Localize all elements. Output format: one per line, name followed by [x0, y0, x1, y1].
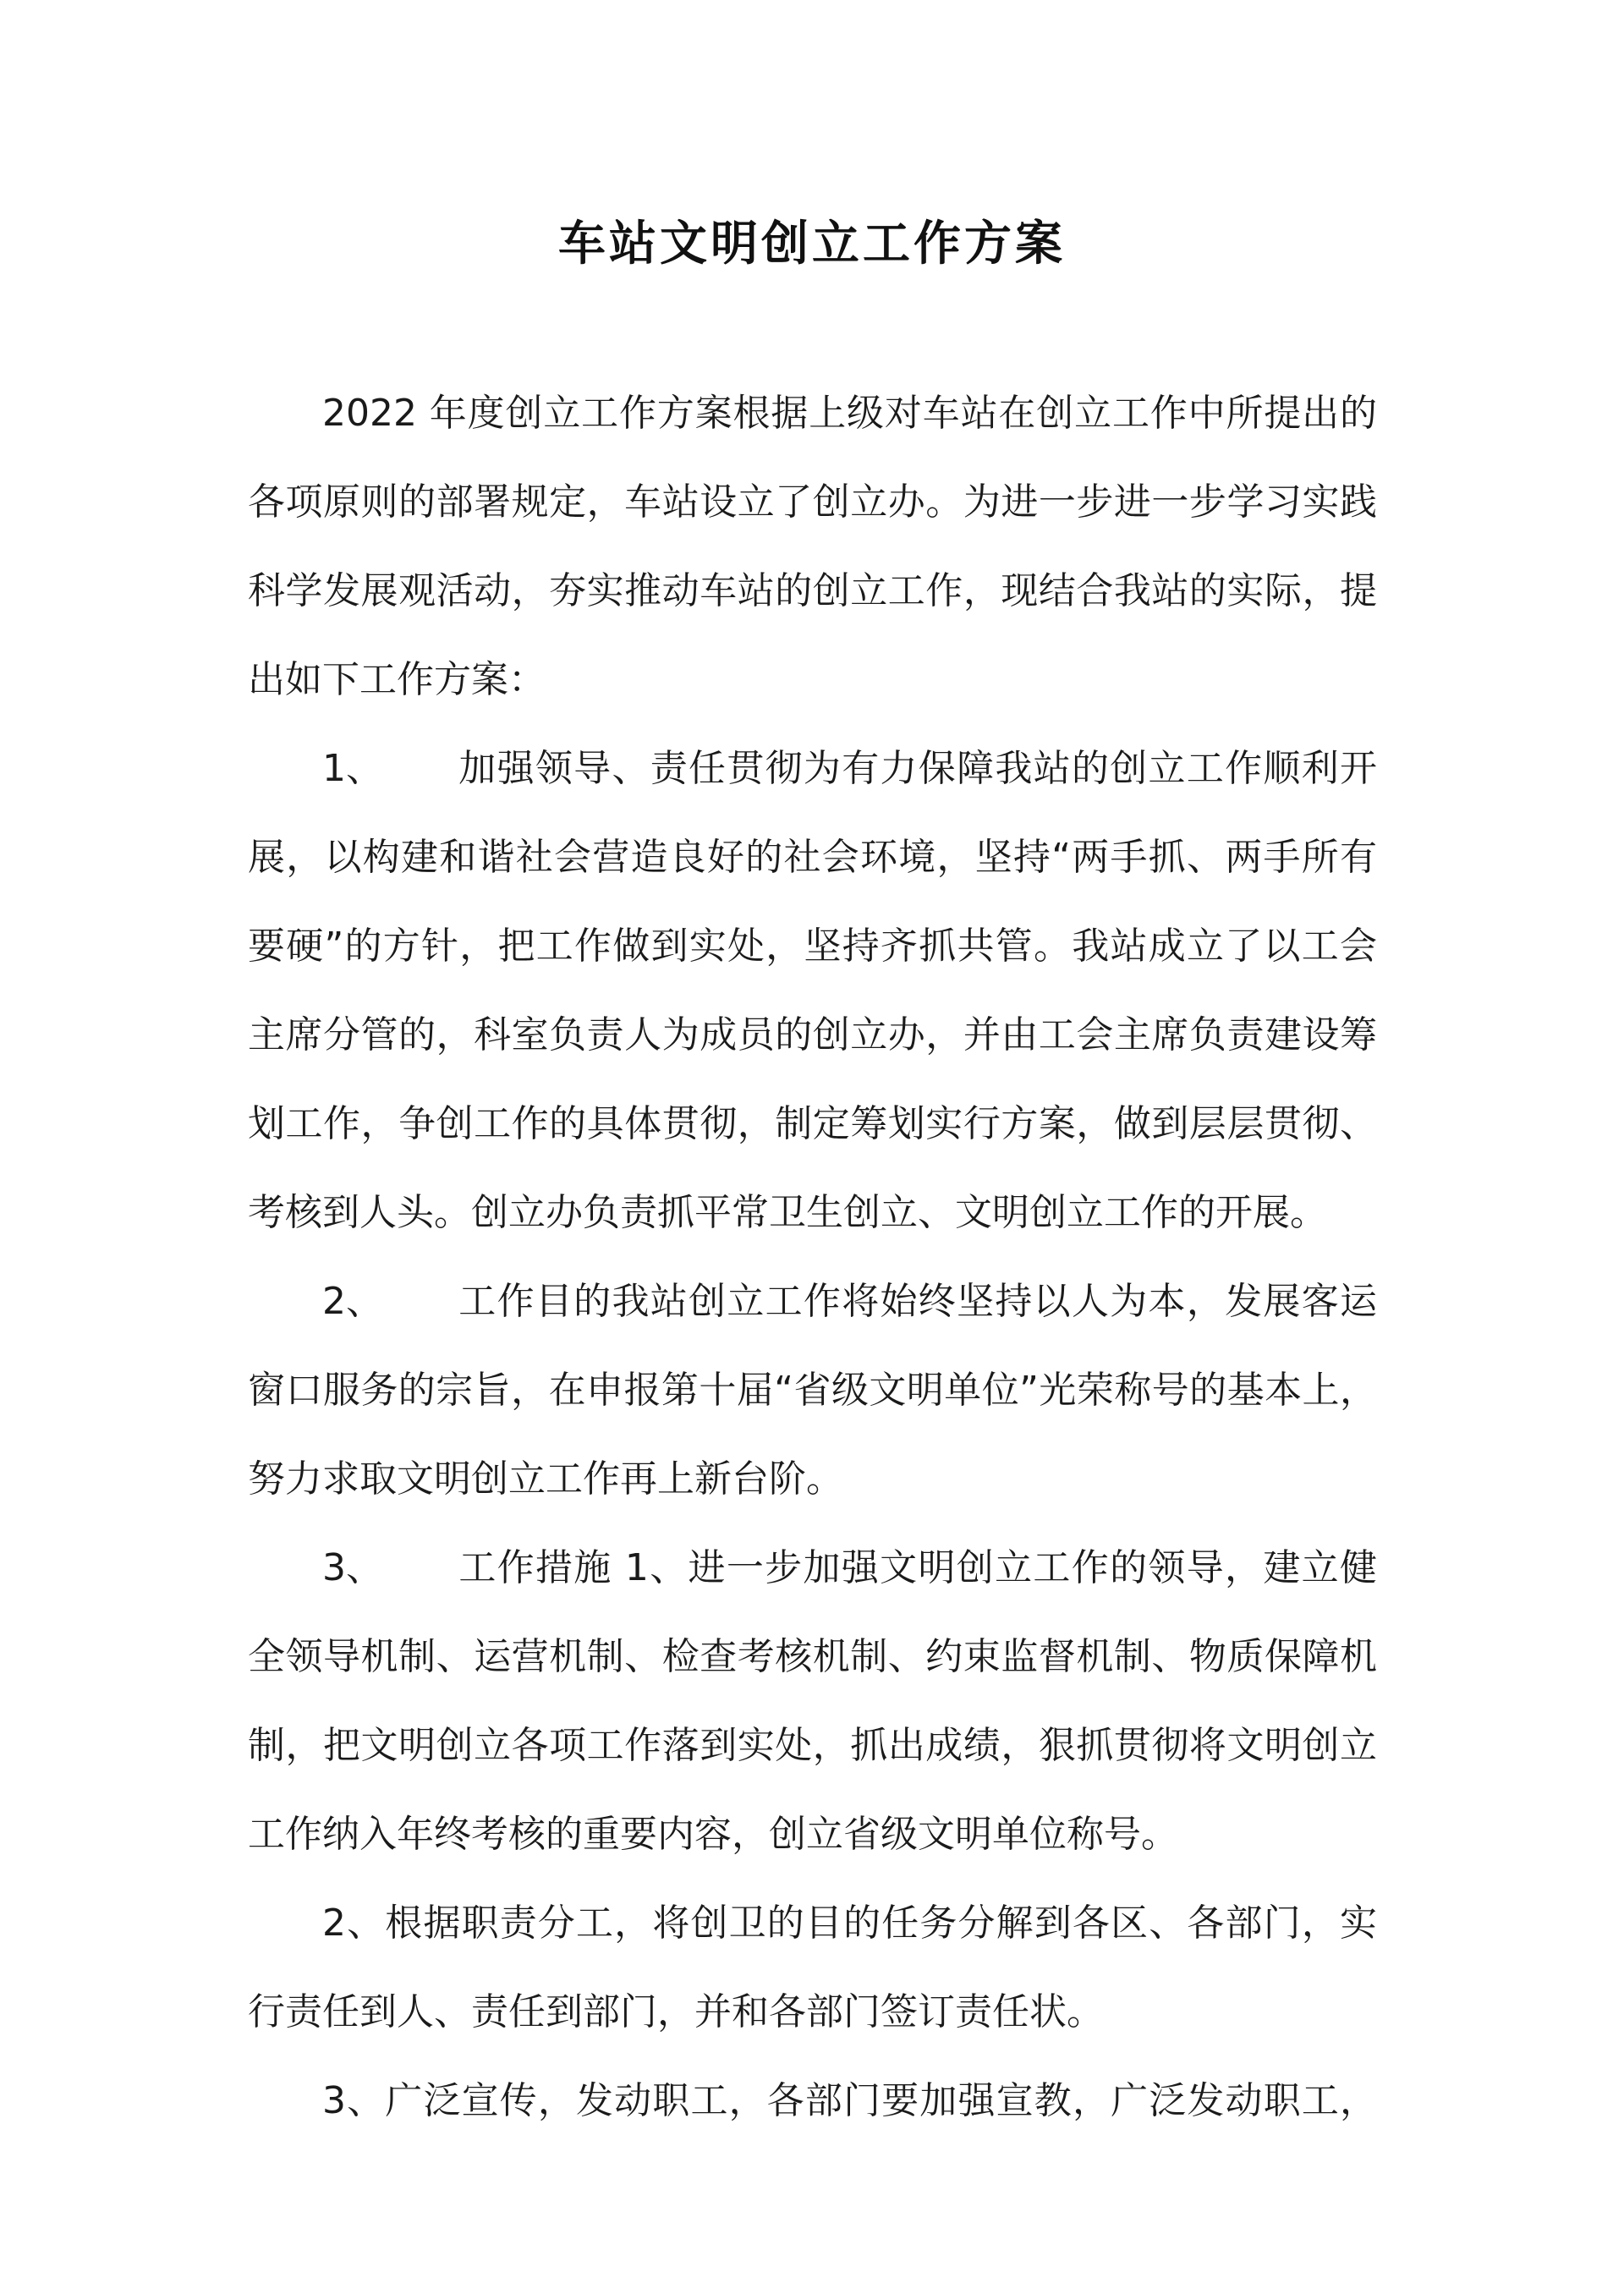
numbered-item-line	[322, 724, 1377, 813]
paragraph-line: 制，把文明创立各项工作落到实处，抓出成绩，狠抓贯彻将文明创立	[248, 1724, 1377, 1767]
paragraph-line: 主席分管的，科室负责人为成员的创立办，并由工会主席负责建设筹	[248, 1013, 1377, 1056]
paragraph-line: 行责任到人、责任到部门，并和各部门签订责任状。	[248, 1990, 1104, 2033]
paragraph-line: 各项原则的部署规定，车站设立了创立办。为进一步进一步学习实践	[248, 480, 1377, 524]
paragraph-line: 科学发展观活动，夯实推动车站的创立工作，现结合我站的实际，提	[248, 569, 1377, 612]
paragraph-line: 考核到人头。创立办负责抓平常卫生创立、文明创立工作的开展。	[248, 1191, 1327, 1234]
numbered-item-line	[322, 1523, 1377, 1612]
paragraph-line: 出如下工作方案：	[248, 658, 546, 701]
item-number: 3、	[322, 1546, 383, 1589]
paragraph-line: 3、广泛宣传，发动职工，各部门要加强宣教，广泛发动职工，	[322, 2079, 1377, 2122]
item-number: 1、	[322, 747, 383, 790]
numbered-item-line	[322, 1257, 1377, 1346]
item-text: 加强领导、责任贯彻为有力保障我站的创立工作顺利开	[458, 747, 1377, 790]
paragraph-line: 2、根据职责分工，将创卫的目的任务分解到各区、各部门，实	[322, 1902, 1377, 1945]
page-title: 车站文明创立工作方案	[558, 216, 1066, 272]
paragraph-line: 工作纳入年终考核的重要内容，创立省级文明单位称号。	[248, 1813, 1178, 1856]
item-number: 2、	[322, 1280, 383, 1323]
item-text: 工作目的我站创立工作将始终坚持以人为本，发展客运	[458, 1280, 1377, 1323]
paragraph-line: 全领导机制、运营机制、检查考核机制、约束监督机制、物质保障机	[248, 1635, 1377, 1678]
paragraph-line: 划工作，争创工作的具体贯彻，制定筹划实行方案，做到层层贯彻、	[248, 1102, 1377, 1145]
item-text: 工作措施 1、进一步加强文明创立工作的领导，建立健	[458, 1546, 1377, 1589]
paragraph-line: 2022 年度创立工作方案根据上级对车站在创立工作中所提出的	[322, 392, 1377, 435]
paragraph-line: 窗口服务的宗旨，在申报第十届“省级文明单位”光荣称号的基本上，	[248, 1369, 1377, 1412]
paragraph-line: 要硬”的方针，把工作做到实处，坚持齐抓共管。我站成立了以工会	[248, 925, 1377, 968]
paragraph-line: 展，以构建和谐社会营造良好的社会环境，坚持“两手抓、两手所有	[248, 836, 1377, 879]
paragraph-line: 努力求取文明创立工作再上新台阶。	[248, 1457, 843, 1501]
